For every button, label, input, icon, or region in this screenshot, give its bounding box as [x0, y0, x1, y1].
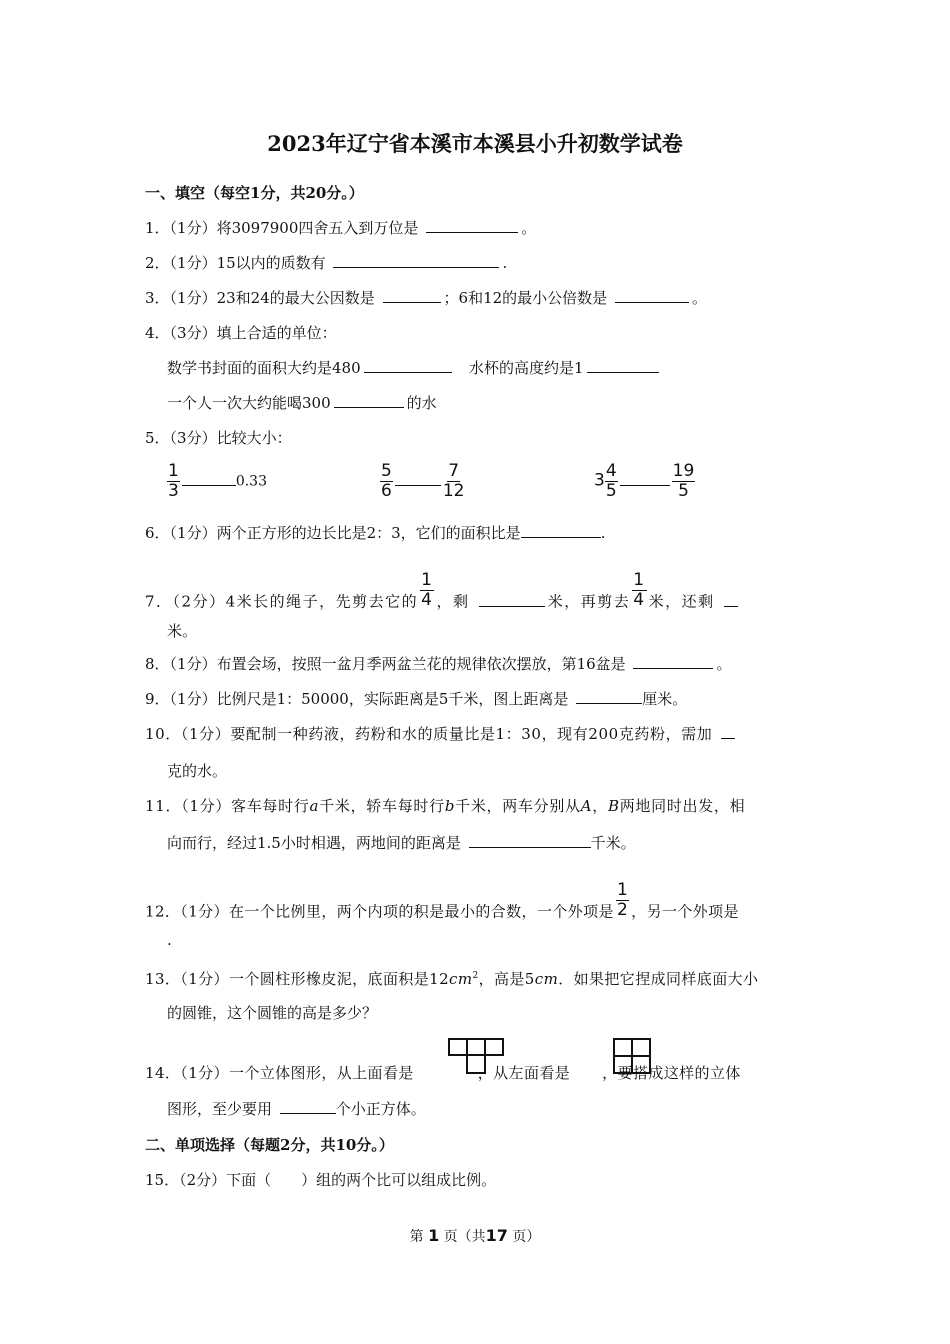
- left-view-figure: [612, 1037, 654, 1077]
- answer-blank[interactable]: [721, 724, 735, 739]
- answer-blank[interactable]: [334, 393, 404, 408]
- fraction: $\frac{1}{4}$: [421, 570, 434, 610]
- answer-blank[interactable]: [182, 471, 236, 486]
- question-7: 7．（2分）4米长的绳子，先剪去它的 $\frac{1}{4}$ ，剩 米，再剪去 $\frac{1}{4}$ 米，还剩: [145, 583, 741, 622]
- question-10: 10．（1分）要配制一种药液，药粉和水的质量比是1：30，现有200克药粉，需加: [145, 724, 738, 744]
- answer-blank[interactable]: [633, 654, 713, 669]
- question-13-cont: 的圆锥，这个圆锥的高是多少？: [167, 1004, 378, 1022]
- fraction: $\frac{1}{4}$: [633, 570, 646, 610]
- compare-3: 3 $\frac{4}{5}$ $\frac{19}{5}$: [594, 461, 695, 501]
- fraction: $\frac{5}{6}$: [381, 461, 392, 501]
- question-15: 15．（2分）下面（ ）组的两个比可以组成比例。: [145, 1171, 497, 1189]
- question-11: 11．（1分）客车每时行a千米，轿车每时行b千米，两车分别从A，B两地同时出发，相: [145, 797, 746, 815]
- question-4: 4．（3分）填上合适的单位：: [145, 324, 337, 342]
- question-4-part-c: 一个人一次大约能喝300 的水: [167, 394, 437, 412]
- answer-blank[interactable]: [576, 689, 642, 704]
- answer-blank[interactable]: [395, 471, 441, 486]
- fraction: $\frac{4}{5}$: [605, 461, 617, 501]
- answer-blank[interactable]: [426, 218, 518, 233]
- question-10-cont: 克的水。: [167, 762, 228, 780]
- answer-blank[interactable]: [280, 1099, 336, 1114]
- question-11-cont: 向而行，经过1.5小时相遇，两地间的距离是 千米。: [167, 834, 636, 852]
- top-view-figure: [447, 1037, 507, 1077]
- question-2: 2．（1分）15以内的质数有 .: [145, 254, 508, 272]
- question-12-cont: .: [167, 931, 172, 949]
- page-footer: 第 1 页（共17 页）: [409, 1226, 541, 1245]
- answer-blank[interactable]: [587, 358, 659, 373]
- answer-blank[interactable]: [333, 253, 499, 268]
- question-14: 14．（1分）一个立体图形，从上面看是 ，从左面看是 ，要搭成这样的立体: [145, 1064, 741, 1082]
- question-7-cont: 米。: [167, 622, 198, 640]
- question-3: 3．（1分）23和24的最大公因数是 ；6和12的最小公倍数是 。: [145, 289, 707, 307]
- answer-blank[interactable]: [615, 288, 689, 303]
- answer-blank[interactable]: [469, 833, 591, 848]
- question-1: 1．（1分）将3097900四舍五入到万位是 。: [145, 219, 537, 237]
- compare-1: $\frac{1}{3}$ 0.33: [168, 461, 267, 501]
- section-heading-fill-in: 一、填空（每空1分，共20分。）: [145, 184, 364, 202]
- compare-2: [378, 462, 466, 501]
- answer-blank[interactable]: [521, 523, 601, 538]
- question-8: 8．（1分）布置会场，按照一盆月季两盆兰花的规律依次摆放，第16盆是 。: [145, 655, 732, 673]
- question-12: 12．（1分）在一个比例里，两个内项的积是最小的合数，一个外项是 $\frac{1}{2}$ ，另一个外项是: [145, 880, 739, 921]
- fraction: $\frac{1}{2}$: [616, 880, 629, 920]
- answer-blank[interactable]: [724, 592, 738, 607]
- fraction: $\frac{1}{3}$: [168, 461, 179, 501]
- answer-blank[interactable]: [620, 471, 670, 486]
- answer-blank[interactable]: [364, 358, 452, 373]
- question-9: 9．（1分）比例尺是1：50000，实际距离是5千米，图上距离是 厘米。: [145, 690, 688, 708]
- question-4-part-a: 数学书封面的面积大约是480 水杯的高度约是1: [167, 358, 662, 378]
- question-14-cont: 图形，至少要用 个小正方体。: [167, 1100, 426, 1118]
- question-6: 6．（1分）两个正方形的边长比是2：3，它们的面积比是 .: [145, 524, 606, 542]
- question-5: 5．（3分）比较大小：: [145, 429, 292, 447]
- fraction: $\frac{19}{5}$: [672, 461, 695, 501]
- fraction: $\frac{7}{12}$: [442, 461, 465, 501]
- answer-blank[interactable]: [383, 288, 441, 303]
- question-13: 13．（1分）一个圆柱形橡皮泥，底面积是$12cm^2$，高是5cm．如果把它捏成同样底面大小: [145, 970, 759, 988]
- page-title: 2023年辽宁省本溪市本溪县小升初数学试卷: [267, 131, 683, 156]
- answer-blank[interactable]: [479, 592, 545, 607]
- section-heading-single-choice: 二、单项选择（每题2分，共10分。）: [145, 1136, 394, 1154]
